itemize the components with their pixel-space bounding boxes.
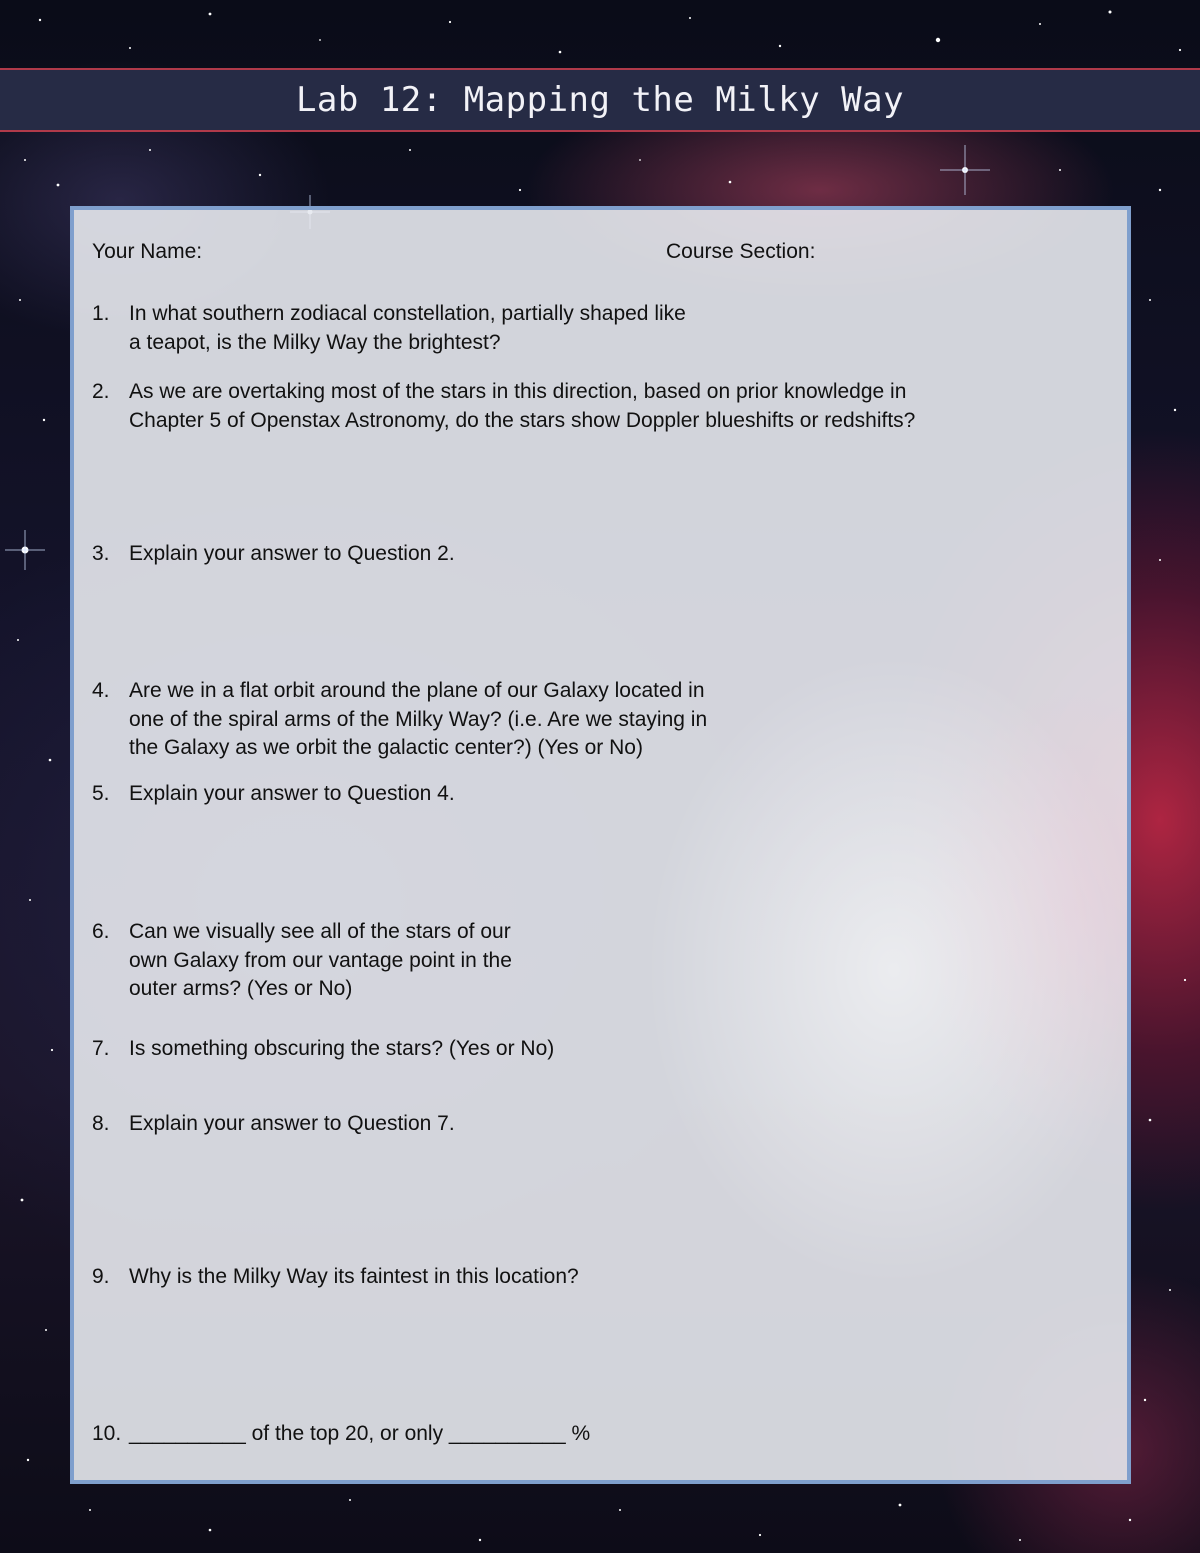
question-text-line: a teapot, is the Milky Way the brightest? [129,330,501,354]
question-text-line: Are we in a flat orbit around the plane of our Galaxy located in [129,679,705,702]
page-title: Lab 12: Mapping the Milky Way [295,80,905,120]
question-text-line: Why is the Milky Way its faintest in this location? [129,1265,579,1288]
question-text-line: Explain your answer to Question 4. [129,782,455,805]
question-text-line: outer arms? (Yes or No) [129,977,353,1000]
worksheet-panel [70,206,1131,1484]
question-9 [92,1263,579,1292]
question-number: 3. [92,542,110,565]
question-1 [92,300,686,357]
question-text-line: Is something obscuring the stars? (Yes or No) [129,1037,555,1060]
question-text-line: In what southern zodiacal constellation, partially shaped like [129,302,686,325]
question-number: 8. [92,1112,110,1135]
question-text-line: As we are overtaking most of the stars in this direction, based on prior knowledge in [129,380,907,403]
question-number: 2. [92,380,110,403]
question-text-line: own Galaxy from our vantage point in the [129,948,512,972]
question-4 [92,677,707,763]
question-text-line: one of the spiral arms of the Milky Way? (i.e. Are we staying in [129,707,708,731]
title-banner [0,68,1200,132]
question-text-line: the Galaxy as we orbit the galactic center?) (Yes or No) [129,736,643,759]
question-number: 7. [92,1037,110,1060]
question-3 [92,540,455,569]
question-7 [92,1035,554,1064]
question-2 [92,378,915,435]
question-number: 6. [92,920,110,943]
question-text-line: Chapter 5 of Openstax Astronomy, do the stars show Doppler blueshifts or redshifts? [129,408,916,432]
your-name-label: Your Name: [92,240,203,263]
question-number: 5. [92,782,110,805]
question-text-line: Explain your answer to Question 7. [129,1112,455,1135]
course-section-label: Course Section: [666,240,816,263]
question-number: 4. [92,679,110,702]
question-number: 10. [92,1422,122,1445]
question-text-line: Can we visually see all of the stars of our [129,920,511,943]
question-number: 9. [92,1265,110,1288]
question-10 [92,1420,590,1449]
question-8 [92,1110,455,1139]
question-5 [92,780,455,809]
question-fill-in-line: __________ of the top 20, or only __________ % [129,1422,591,1445]
question-number: 1. [92,302,110,325]
question-6 [92,918,512,1004]
question-text-line: Explain your answer to Question 2. [129,542,455,565]
